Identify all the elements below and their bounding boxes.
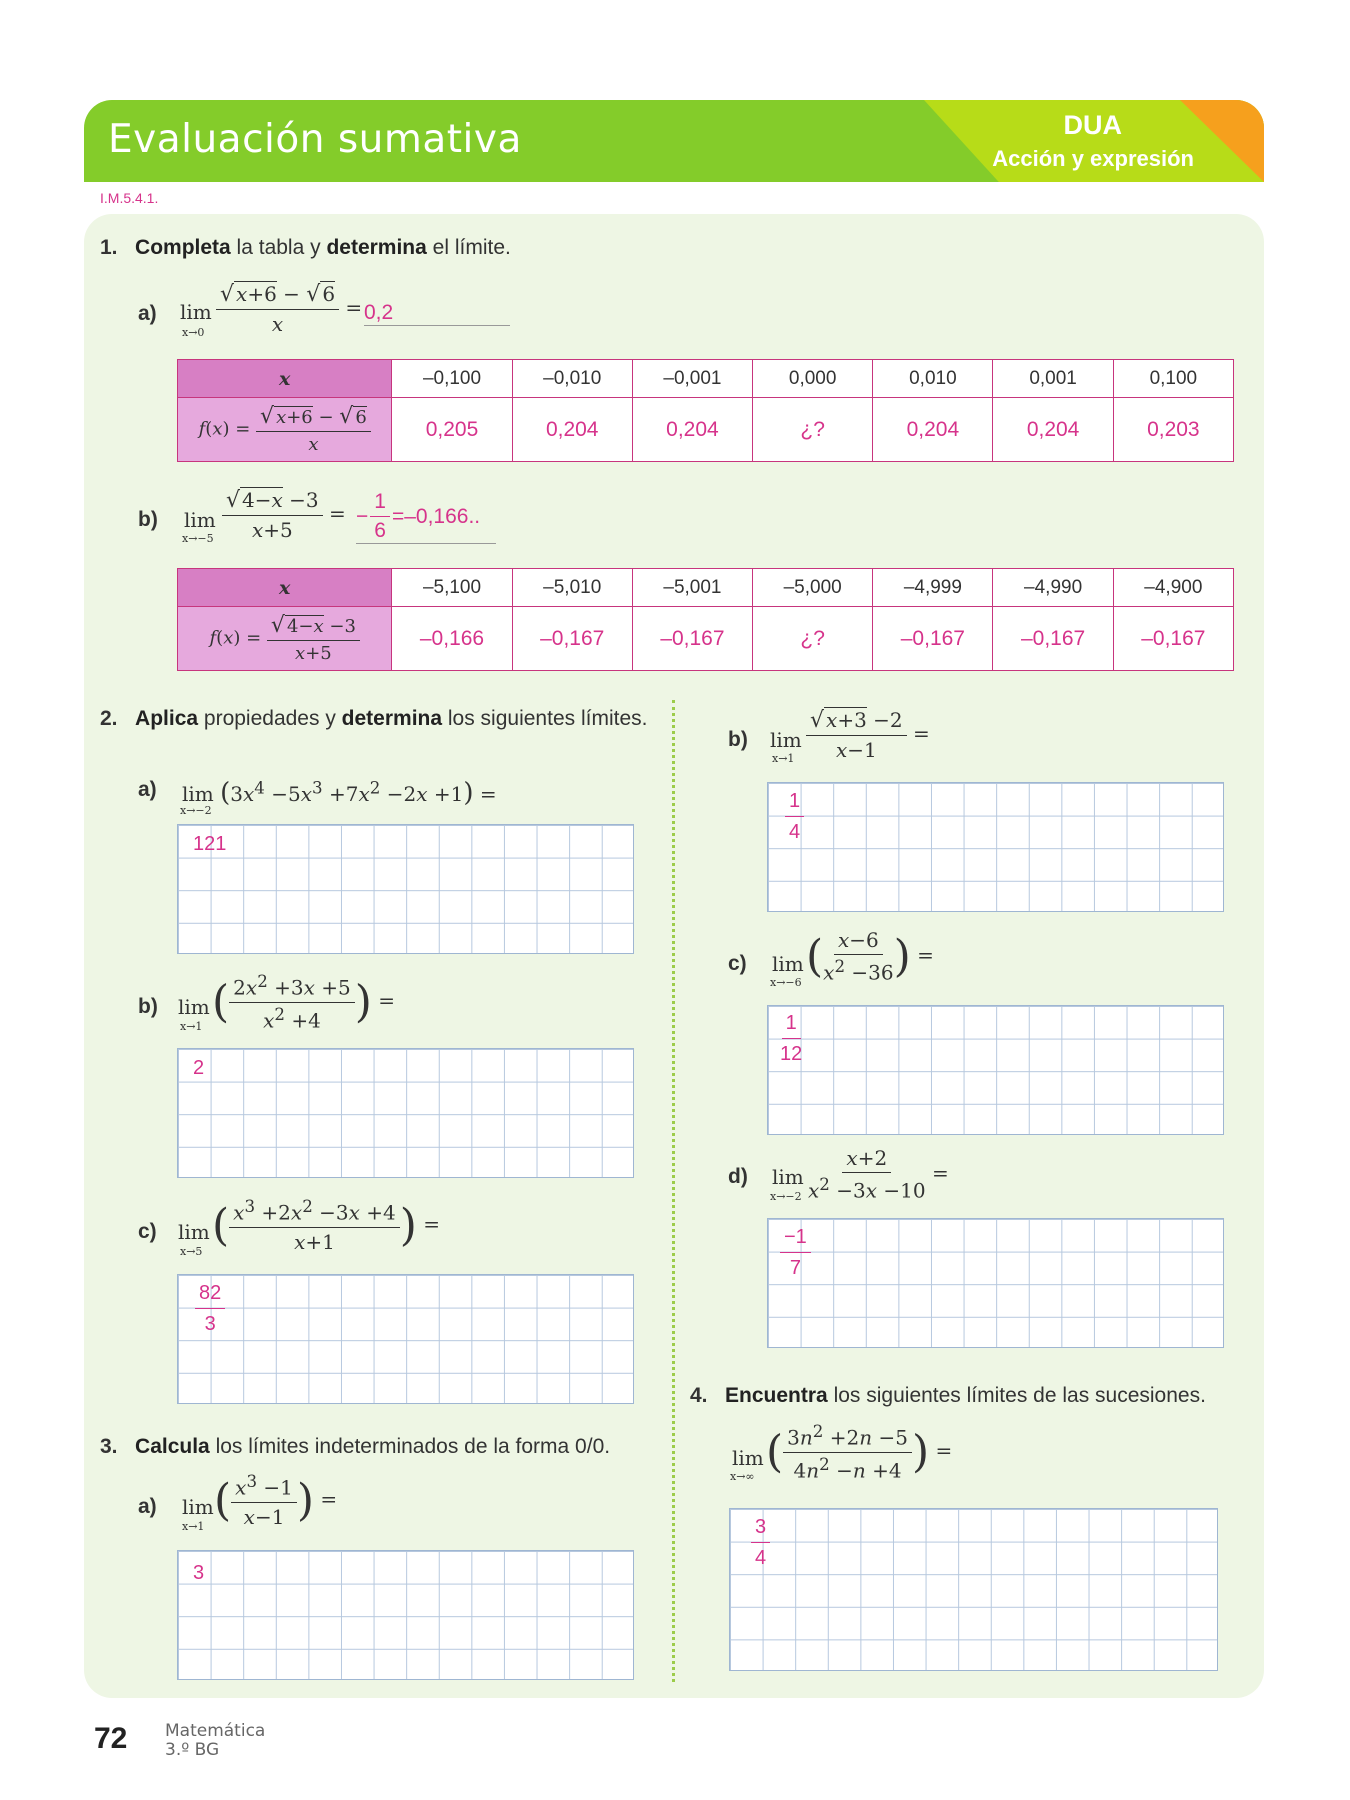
q2a-lim-sub: x→−2 — [180, 804, 212, 817]
q2rd-answer: −1 7 — [780, 1222, 811, 1283]
table-value: ¿? — [753, 398, 873, 462]
footer-subject: Matemática 3.º BG — [165, 1721, 266, 1760]
q3a-lim: lim — [182, 1495, 214, 1519]
q3a-expression: ( $\frac{x^3 -1}{x-1}$ ) = — [214, 1472, 338, 1529]
table-cell: –5,100 — [392, 569, 512, 607]
q4-answer-grid[interactable] — [729, 1508, 1218, 1671]
q2c-lim: lim — [178, 1220, 210, 1244]
q2rd-expression: $\frac{x+2}{x^2 -3x -10}$ = — [808, 1146, 949, 1203]
q2rd-answer-grid[interactable] — [767, 1218, 1224, 1348]
q1b-label: b) — [138, 508, 158, 531]
table-value: –0,167 — [873, 607, 993, 671]
table-cell: –5,010 — [512, 569, 632, 607]
table-cell: –4,990 — [993, 569, 1113, 607]
table-value: 0,204 — [512, 398, 632, 462]
q2b-lim: lim — [178, 995, 210, 1019]
table-value: –0,167 — [512, 607, 632, 671]
q2b-expression: ( $\frac{2x^2 +3x +5}{x^2 +4}$ ) = — [212, 972, 396, 1033]
table-cell: –0,100 — [392, 360, 512, 398]
q2b-label: b) — [138, 995, 158, 1018]
q2c-answer-grid[interactable] — [177, 1274, 634, 1404]
table-header-fx: f(x) = $\frac{√ 4-x -3}{x+5}$ — [178, 607, 392, 671]
q3a-answer-grid[interactable] — [177, 1550, 634, 1680]
table-value: 0,204 — [993, 398, 1113, 462]
q1b-table — [177, 568, 1234, 671]
q2a-expression: $\lim (3x^4 -5x^3 +7x^2 -2x +1)$ = — [182, 778, 497, 808]
table-value: –0,167 — [632, 607, 752, 671]
table-value: 0,205 — [392, 398, 512, 462]
q2rc-answer: 1 12 — [780, 1008, 802, 1069]
q2c-lim-sub: x→5 — [180, 1245, 203, 1258]
question-1: 1. Completa la tabla y determina el límite. — [100, 236, 511, 259]
q1b-lim: lim — [184, 508, 216, 532]
q2b-answer: 2 — [193, 1057, 205, 1079]
q2rc-label: c) — [728, 952, 747, 975]
q2rc-expression: ( $\frac{x-6}{x^2 -36}$ ) = — [806, 928, 934, 985]
q1b-answer: − $\frac{1}{6}$ =–0,166.. — [356, 490, 496, 544]
q2rc-answer-grid[interactable] — [767, 1005, 1224, 1135]
q2a-label: a) — [138, 778, 157, 801]
table-cell: –5,000 — [753, 569, 873, 607]
q2rc-lim-sub: x→−6 — [770, 976, 802, 989]
header-banner — [84, 100, 1264, 182]
q2rc-lim: lim — [772, 952, 804, 976]
q4-lim-sub: x→∞ — [730, 1470, 755, 1483]
table-cell: –5,001 — [632, 569, 752, 607]
q2rb-lim: lim — [770, 728, 802, 752]
table-value: 0,203 — [1113, 398, 1233, 462]
table-value: –0,167 — [1113, 607, 1233, 671]
table-cell: 0,010 — [873, 360, 993, 398]
q1a-expression: $\frac{√ x+6 - √ 6}{x}$ = — [216, 282, 362, 336]
page-title: Evaluación sumativa — [108, 117, 522, 162]
q3a-label: a) — [138, 1495, 157, 1518]
q2rb-lim-sub: x→1 — [772, 752, 795, 765]
q3a-lim-sub: x→1 — [182, 1520, 205, 1533]
table-header-x: x — [178, 569, 392, 607]
q2c-answer: 82 3 — [195, 1278, 225, 1339]
table-cell: –4,900 — [1113, 569, 1233, 607]
q1a-answer: 0,2 — [364, 301, 510, 326]
question-2: 2. Aplica propiedades y determina los siguientes límites. — [100, 707, 648, 730]
q4-answer: 3 4 — [751, 1512, 770, 1573]
q1b-lim-sub: x→−5 — [182, 532, 214, 545]
q2a-answer: 121 — [193, 833, 227, 855]
q2rb-answer-grid[interactable] — [767, 782, 1224, 912]
q1a-table — [177, 359, 1234, 462]
q1b-expression: $\frac{√ 4-x -3}{x+5}$ = — [222, 488, 346, 542]
indicator-code: I.M.5.4.1. — [100, 190, 159, 206]
q2rd-label: d) — [728, 1165, 748, 1188]
table-cell: –4,999 — [873, 569, 993, 607]
q4-lim: lim — [732, 1446, 764, 1470]
table-value: –0,167 — [993, 607, 1113, 671]
page-number: 72 — [94, 1722, 128, 1755]
table-cell: 0,001 — [993, 360, 1113, 398]
table-cell: 0,000 — [753, 360, 873, 398]
table-header-x: x — [178, 360, 392, 398]
q2rd-lim: lim — [772, 1165, 804, 1189]
dua-label: DUA — [1063, 110, 1122, 140]
q3a-answer: 3 — [193, 1562, 205, 1584]
q2rb-expression: $\frac{√ x+3 -2}{x-1}$ = — [806, 708, 930, 762]
question-4: 4. Encuentra los siguientes límites de las sucesiones. — [690, 1384, 1206, 1407]
dua-sublabel: Acción y expresión — [992, 146, 1194, 171]
column-divider — [672, 700, 675, 1682]
q4-expression: ( $\frac{3n^2 +2n -5}{4n^2 -n +4}$ ) = — [766, 1422, 953, 1483]
q2a-answer-grid[interactable] — [177, 824, 634, 954]
table-value: 0,204 — [873, 398, 993, 462]
q2b-lim-sub: x→1 — [180, 1020, 203, 1033]
q1a-label: a) — [138, 302, 157, 325]
q2c-expression: ( $\frac{x^3 +2x^2 -3x +4}{x+1}$ ) = — [212, 1197, 441, 1254]
table-value: 0,204 — [632, 398, 752, 462]
q1a-lim-sub: x→0 — [182, 326, 205, 339]
table-cell: –0,001 — [632, 360, 752, 398]
q1a-lim: lim — [180, 300, 212, 324]
table-cell: 0,100 — [1113, 360, 1233, 398]
q2c-label: c) — [138, 1220, 157, 1243]
q2rd-lim-sub: x→−2 — [770, 1190, 802, 1203]
question-3: 3. Calcula los límites indeterminados de la forma 0/0. — [100, 1435, 611, 1458]
table-value: ¿? — [753, 607, 873, 671]
table-cell: –0,010 — [512, 360, 632, 398]
q2b-answer-grid[interactable] — [177, 1048, 634, 1178]
table-header-fx: f(x) = $\frac{√ x+6 - √ 6}{x}$ — [178, 398, 392, 462]
table-value: –0,166 — [392, 607, 512, 671]
q2rb-label: b) — [728, 728, 748, 751]
q2rb-answer: 1 4 — [785, 786, 804, 847]
